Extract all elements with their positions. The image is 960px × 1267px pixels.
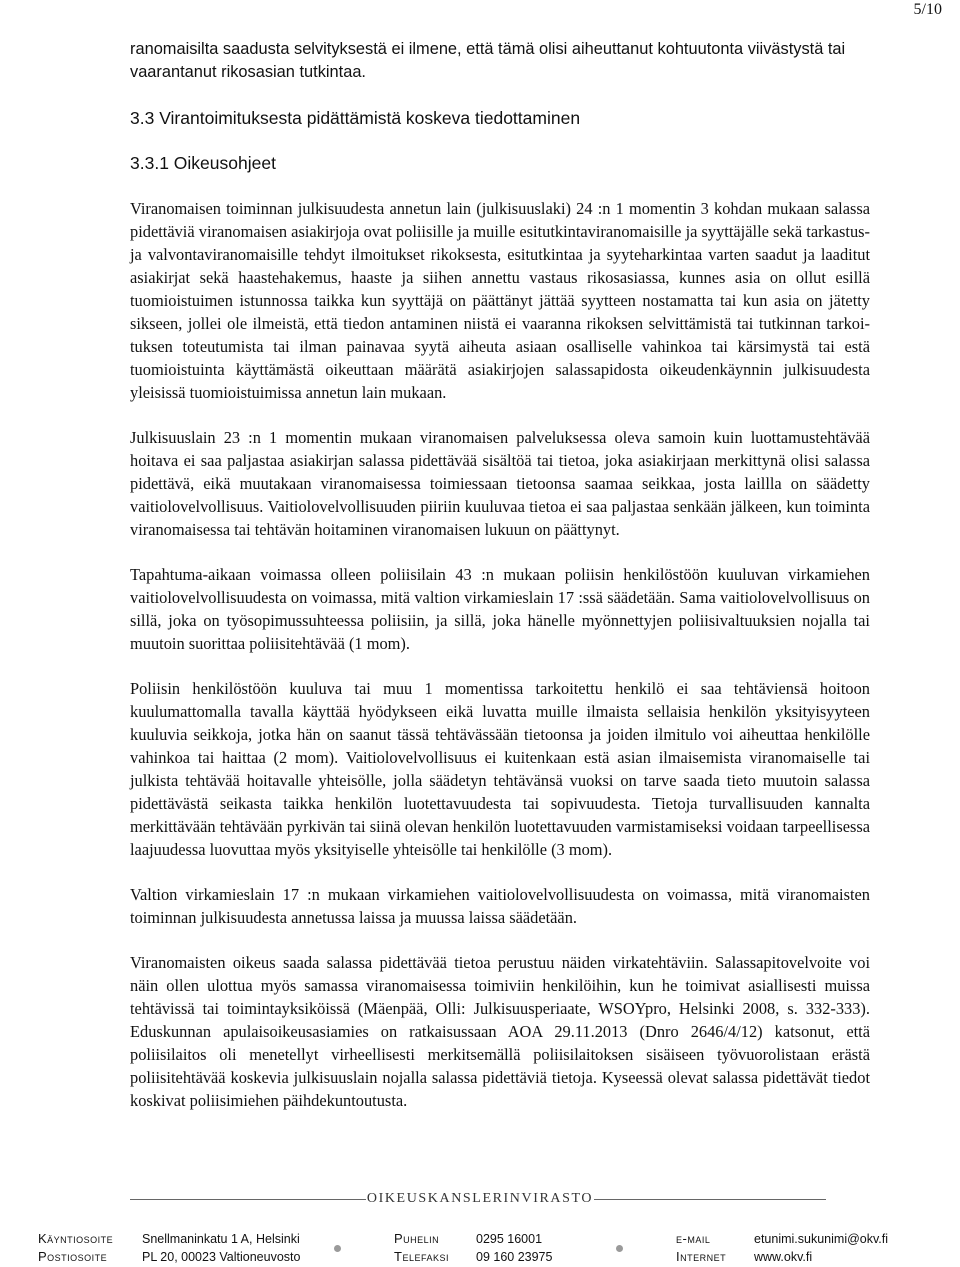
footer-organization-banner [0,1186,960,1216]
paragraph-4: Poliisin henkilöstöön kuuluva tai muu 1 momentissa tarkoitettu henkilö ei saa tehtäviensä hoitoon kuulumattomalla tavalla käyttää hyödykseen eikä luvatta muille ilmaista sellaisia henkilön yksityisyyteen kuuluvia seikkoja, jotka hän on saanut tässä tehtävässään tietoonsa ja joiden ilmitulo voi aiheuttaa henkilölle vahinkoa tai haittaa (2 mom). Vaitiolovelvollisuus ei kuitenkaan estä asian ilmaisemista viranomaiselle tai julkista tehtävää hoitavalle yhteisölle, jolla säädetyn tehtävänsä vuoksi on tarve saada tieto muutoin salassa pidettävästä seikasta taikka henkilön luotettavuudesta tai sopivuudesta. Tietoja turvallisuuden kannalta merkittävään tehtävään pyrkivän tai siinä olevan henkilön luotettavuuden varmistamiseksi voidaan tarpeellisessa laajuudessa luovuttaa myös yksityiselle yhteisölle tai henkilölle (3 mom). [130,679,870,859]
fax-label: Telefaksi [394,1249,449,1264]
intro-paragraph: ranomaisilta saadusta selvityksestä ei ilmene, että tämä olisi aiheuttanut kohtuutonta viivästystä tai vaarantanut rikosasian tutkintaa. [130,40,846,81]
paragraph-5: Valtion virkamieslain 17 :n mukaan virkamiehen vaitiolovelvollisuudesta on voimassa, mitä viranomaisten toiminnan julkisuudesta annetussa laissa ja muussa laissa säädetään. [130,885,870,927]
email-label: e-mail [676,1231,711,1246]
visiting-address-label: Käyntiosoite [38,1231,114,1246]
visiting-address: Snellmaninkatu 1 A, Helsinki [142,1232,300,1246]
postal-address: PL 20, 00023 Valtioneuvosto [142,1250,301,1264]
phone-label: Puhelin [394,1231,440,1246]
paragraph-6: Viranomaisten oikeus saada salassa pidettävää tietoa perustuu näiden virkatehtäviin. Salassapitovelvoite voi näin ollen ulottua myös samassa viranomaisessa toimiviin henkilöihin, kun he toimivat asiallisesti muissa tehtävissä tai toimintayksiköissä (Mäenpää, Olli: Julkisuusperiaate, WSOYpro, Helsinki 2008, s. 332-333). Eduskunnan apulaisoikeusasiamies on ratkaisussaan AOA 29.11.2013 (Dnro 2646/4/12) katsonut, että poliisilaitos oli menetellyt virheellisesti merkitsemällä poliisilaitoksen sisäiseen työvuorolistaan erästä poliisitehtävää koskevia julkisuuslain nojalla salassa pidettäviä tietoja. Kyseessä olevat salassa pidettävät tiedot koskivat poliisimiehen päihdekuntoutusta. [130,953,870,1110]
separator-dot-1 [334,1245,341,1252]
section-heading: 3.3 Virantoimituksesta pidättämistä koskeva tiedottaminen [130,108,581,128]
website-link[interactable]: www.okv.fi [754,1250,813,1264]
phone-number: 0295 16001 [476,1232,543,1246]
footer-contact-info [0,1230,960,1264]
fax-number: 09 160 23975 [476,1250,553,1264]
postal-address-label: Postiosoite [38,1249,108,1264]
paragraph-1: Viranomaisen toiminnan julkisuudesta annetun lain (julkisuuslaki) 24 :n 1 momentin 3 kohdan mukaan salassa pidettäviä viranomaisen asiakirjoja ovat poliisille ja muille esitutkintaviranomaisille ja syyttäjälle sekä tarkastus- ja valvontaviranomaisille tehdyt ilmoitukset rikoksesta, esitutkintaa ja syyteharkintaa varten saadut ja laaditut asiakirjat sekä haastehakemus, haaste ja siihen annettu vastaus rikosasiassa, kunnes asia on ollut esillä tuomioistuimen istunnossa taikka kun syyttäjä on päättänyt jättää syytteen nostamatta tai kun asia on jätetty sikseen, jollei ole ilmeistä, että tiedon antaminen niistä ei vaaranna rikoksen selvittämistä tai tutkinnan tarkoituksen toteutumista tai ilman painavaa syytä aiheuta asiaan osalliselle vahinkoa tai kärsimystä tai estä tuomioistuinta käyttämästä oikeuttaan määrätä asiakirjojen salassapidosta oikeudenkäynnin julkisuudesta yleisissä tuomioistuimissa annetun lain mukaan. [130,199,870,402]
email-address[interactable]: etunimi.sukunimi@okv.fi [754,1232,889,1246]
internet-label: Internet [676,1249,727,1264]
document-body [130,38,870,1112]
paragraph-2: Julkisuuslain 23 :n 1 momentin mukaan viranomaisen palveluksessa oleva samoin kuin luottamustehtävää hoitava ei saa paljastaa asiakirjan salassa pidettävää sisältöä tai tietoa, joka asiakirjaan merkittynä olisi salassa pidettävä, eikä muutakaan viranomaisessa toimiessaan tietoonsa saamaa seikkaa, josta laillla on säädetty vaitiolovelvollisuus. Vaitiolovelvollisuuden piiriin kuuluvaa tietoa ei saa paljastaa senkään jälkeen, kun toiminta viranomaisessa tai tehtävän hoitaminen viranomaisen lukuun on päättynyt. [130,428,870,539]
footer-rule-left [130,1199,366,1200]
subsection-heading: 3.3.1 Oikeusohjeet [130,153,276,173]
organization-name: OIKEUSKANSLERINVIRASTO [366,1191,594,1206]
footer-rule-right [594,1199,826,1200]
paragraph-3: Tapahtuma-aikaan voimassa olleen poliisilain 43 :n mukaan poliisin henkilöstöön kuuluvan virkamiehen vaitiolovelvollisuudesta on voimassa, mitä valtion virkamieslain 17 :ssä säädetään. Sama vaitiolovelvollisuus on sillä, joka on työsopimussuhteessa poliisiin, ja sillä, joka hänelle myönnettyjen poliisivaltuuksien nojalla tai muutoin suorittaa poliisitehtävää (1 mom). [130,565,870,653]
separator-dot-2 [616,1245,623,1252]
page-number: 5/10 [913,1,942,18]
